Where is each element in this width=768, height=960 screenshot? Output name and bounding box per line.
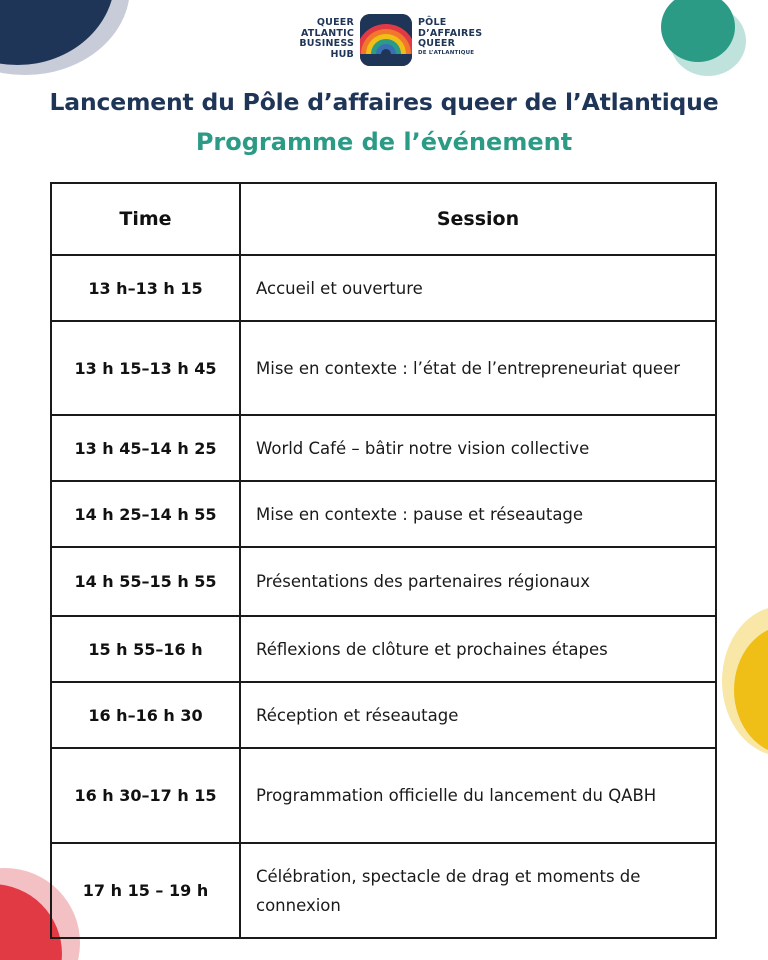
logo-line: HUB <box>330 48 354 60</box>
logo-line: BUSINESS <box>299 38 354 49</box>
session-cell: Présentations des partenaires régionaux <box>240 547 716 616</box>
table-row <box>51 415 716 481</box>
session-cell: Accueil et ouverture <box>240 255 716 321</box>
table-row <box>51 843 716 938</box>
header-time: Time <box>51 183 240 255</box>
session-cell: Réception et réseautage <box>240 682 716 748</box>
logo-line: QUEER <box>418 38 456 49</box>
header-session: Session <box>240 183 716 255</box>
rainbow-icon <box>360 14 412 66</box>
session-cell: Célébration, spectacle de drag et moments de connexion <box>240 843 716 938</box>
table-row <box>51 616 716 682</box>
logo-line: QUEER <box>316 17 354 28</box>
logo-line: PÔLE <box>418 17 447 28</box>
table-row <box>51 255 716 321</box>
session-cell: Programmation officielle du lancement du QABH <box>240 748 716 843</box>
time-cell: 17 h 15 – 19 h <box>51 843 240 938</box>
logo-text-french <box>418 18 482 57</box>
session-cell: World Café – bâtir notre vision collective <box>240 415 716 481</box>
table-row <box>51 481 716 547</box>
time-cell: 14 h 25–14 h 55 <box>51 481 240 547</box>
table-row <box>51 321 716 415</box>
table-row <box>51 682 716 748</box>
time-cell: 13 h 45–14 h 25 <box>51 415 240 481</box>
time-cell: 13 h–13 h 15 <box>51 255 240 321</box>
time-cell: 16 h–16 h 30 <box>51 682 240 748</box>
time-cell: 16 h 30–17 h 15 <box>51 748 240 843</box>
table-row <box>51 748 716 843</box>
logo-text-english <box>299 18 354 60</box>
qabh-logo <box>292 14 483 66</box>
session-cell: Réflexions de clôture et prochaines étapes <box>240 616 716 682</box>
logo-line-small: DE L’ATLANTIQUE <box>418 49 475 56</box>
page-title: Lancement du Pôle d’affaires queer de l’Atlantique <box>49 88 719 116</box>
page-subtitle: Programme de l’événement <box>195 128 573 156</box>
session-cell: Mise en contexte : pause et réseautage <box>240 481 716 547</box>
table-header-row <box>51 183 716 255</box>
session-cell: Mise en contexte : l’état de l’entrepreneuriat queer <box>240 321 716 415</box>
time-cell: 13 h 15–13 h 45 <box>51 321 240 415</box>
time-cell: 15 h 55–16 h <box>51 616 240 682</box>
logo-line: ATLANTIC <box>300 27 354 39</box>
table-row <box>51 547 716 616</box>
time-cell: 14 h 55–15 h 55 <box>51 547 240 616</box>
logo-line: D’AFFAIRES <box>418 27 483 39</box>
schedule-table <box>50 182 717 939</box>
